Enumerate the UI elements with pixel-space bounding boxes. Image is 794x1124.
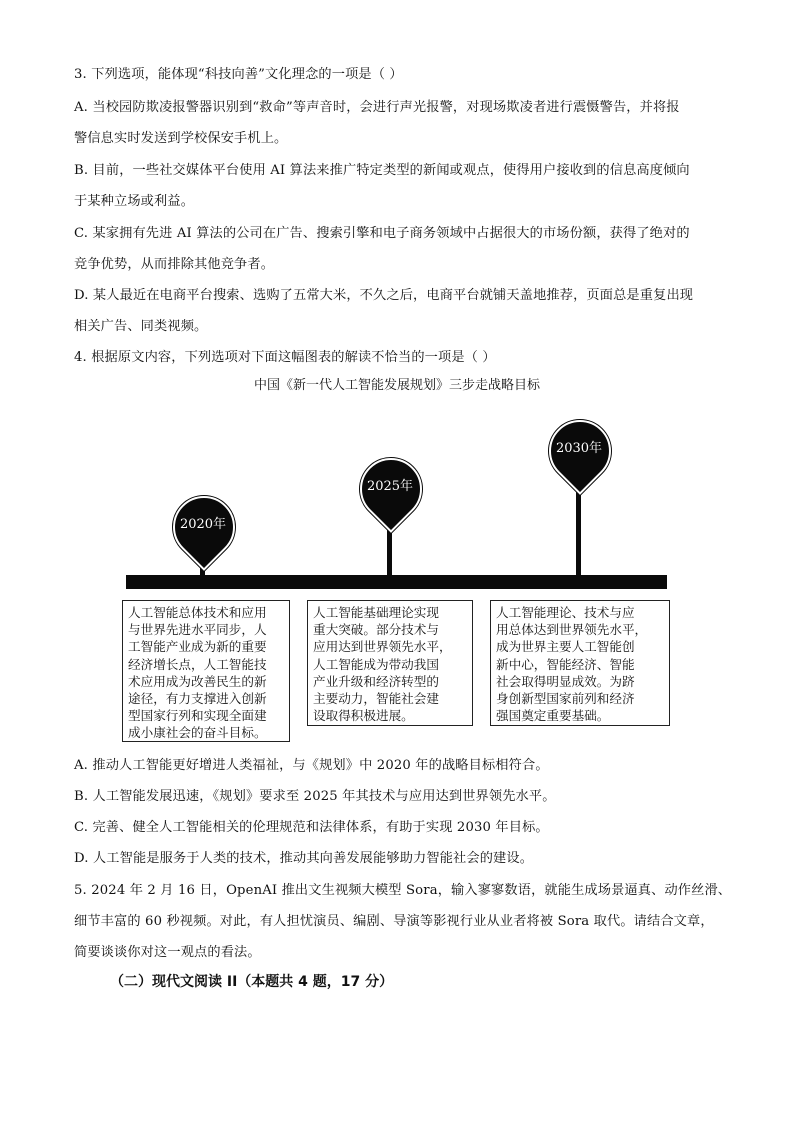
- goal-2020-line: 术应用成为改善民生的新: [128, 673, 267, 689]
- q5-line1: 5. 2024 年 2 月 16 日，OpenAI 推出文生视频大模型 Sora，输入寥寥数语，就能生成场景逼真、动作丝滑、: [74, 883, 732, 898]
- goal-box-2030: [490, 600, 670, 726]
- goal-2025-line: 人工智能基础理论实现: [313, 605, 439, 620]
- q5-line2: 细节丰富的 60 秒视频。对此，有人担忧演员、编剧、导演等影视行业从业者将被 Sora 取代。请结合文章，: [74, 914, 714, 929]
- goal-box-2020: [122, 600, 290, 742]
- diagram-title: 中国《新一代人工智能发展规划》三步走战略目标: [253, 378, 540, 393]
- goal-2020-line: 经济增长点，人工智能技: [128, 656, 267, 672]
- milestone-2030-year: 2030年: [555, 441, 603, 456]
- q4-option-c: C. 完善、健全人工智能相关的伦理规范和法律体系，有助于实现 2030 年目标。: [74, 820, 549, 835]
- q4-option-b: B. 人工智能发展迅速，《规划》要求至 2025 年其技术与应用达到世界领先水平。: [74, 789, 556, 804]
- section-heading: （二）现代文阅读 II（本题共 4 题，17 分）: [110, 974, 394, 990]
- goal-2025-line: 产业升级和经济转型的: [313, 673, 439, 689]
- goal-2020-line: 与世界先进水平同步，人: [128, 622, 267, 638]
- goal-2020-line: 人工智能总体技术和应用: [128, 605, 267, 620]
- q5-line3: 简要谈谈你对这一观点的看法。: [74, 945, 261, 960]
- goal-2020-line: 工智能产业成为新的重要: [128, 639, 267, 655]
- goal-2030-line: 人工智能理论、技术与应: [496, 605, 635, 620]
- goal-2025-line: 重大突破。部分技术与: [313, 622, 439, 638]
- goal-2030-line: 社会取得明显成效。为跻: [496, 673, 635, 689]
- q4-option-d: D. 人工智能是服务于人类的技术，推动其向善发展能够助力智能社会的建设。: [74, 851, 534, 866]
- goal-2020-line: 型国家行列和实现全面建: [128, 708, 267, 724]
- goal-2020-line: 途径，有力支撑进入创新: [128, 691, 267, 707]
- q3-option-a-line1: A. 当校园防欺凌报警器识别到“救命”等声音时，会进行声光报警，对现场欺凌者进行震慑警告，并将报: [74, 100, 680, 115]
- q3-stem: 3. 下列选项，能体现“科技向善”文化理念的一项是（ ）: [74, 67, 403, 82]
- q4-stem: 4. 根据原文内容，下列选项对下面这幅图表的解读不恰当的一项是（ ）: [74, 350, 496, 365]
- q4-option-a: A. 推动人工智能更好增进人类福祉，与《规划》中 2020 年的战略目标相符合。: [74, 758, 549, 773]
- q3-option-c-line1: C. 某家拥有先进 AI 算法的公司在广告、搜索引擎和电子商务领域中占据很大的市场份额，获得了绝对的: [74, 226, 690, 241]
- goal-2020-line: 成小康社会的奋斗目标。: [128, 725, 267, 741]
- milestone-2020-year: 2020年: [179, 517, 227, 532]
- goal-2025-line: 主要动力，智能社会建: [313, 691, 439, 707]
- goal-2025-line: 应用达到世界领先水平，: [313, 639, 452, 655]
- goal-2030-line: 身创新型国家前列和经济: [496, 691, 635, 707]
- milestone-2025-year: 2025年: [366, 479, 414, 494]
- q3-option-b-line2: 于某种立场或利益。: [74, 194, 195, 209]
- q3-option-a-line2: 警信息实时发送到学校保安手机上。: [74, 131, 288, 146]
- q3-option-c-line2: 竞争优势，从而排除其他竞争者。: [74, 257, 275, 272]
- q3-option-d-line1: D. 某人最近在电商平台搜索、选购了五常大米，不久之后，电商平台就铺天盖地推荐，页面总是重复出现: [74, 288, 694, 303]
- goal-box-2025: [307, 600, 473, 726]
- timeline-bar: [126, 575, 667, 589]
- q3-option-b-line1: B. 目前，一些社交媒体平台使用 AI 算法来推广特定类型的新闻或观点，使得用户接收到的信息高度倾向: [74, 163, 690, 178]
- goal-2030-line: 强国奠定重要基础。: [496, 708, 610, 724]
- goal-2030-line: 新中心，智能经济、智能: [496, 656, 635, 672]
- goal-2025-line: 人工智能成为带动我国: [313, 656, 439, 672]
- goal-2030-line: 成为世界主要人工智能创: [496, 639, 635, 655]
- q3-option-d-line2: 相关广告、同类视频。: [74, 319, 208, 334]
- goal-2030-line: 用总体达到世界领先水平，: [496, 622, 648, 638]
- goal-2025-line: 设取得积极进展。: [313, 708, 414, 724]
